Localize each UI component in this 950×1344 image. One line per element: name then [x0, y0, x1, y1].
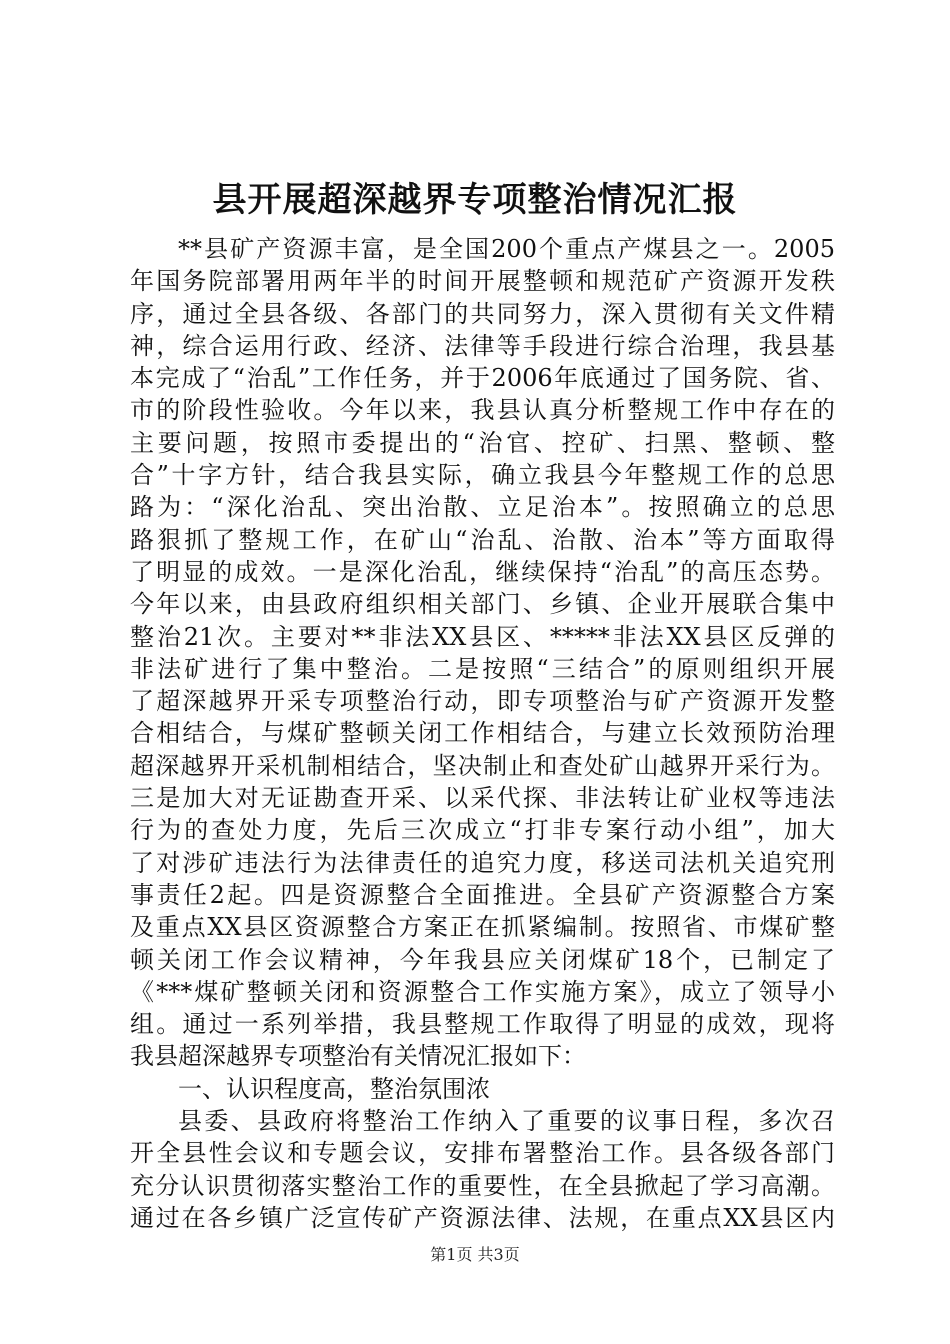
text-line: 充分认识贯彻落实整治工作的重要性，在全县掀起了学习高潮。	[130, 1171, 835, 1200]
page-number-footer: 第1页 共3页	[430, 1245, 520, 1264]
text-line: 年国务院部署用两年半的时间开展整顿和规范矿产资源开发秩	[130, 267, 835, 296]
text-line: 《***煤矿整顿关闭和资源整合工作实施方案》，成立了领导小	[130, 977, 835, 1006]
section-heading: 一、认识程度高，整治氛围浓	[178, 1074, 490, 1103]
text-line: 了对涉矿违法行为法律责任的追究力度，移送司法机关追究刑	[130, 848, 835, 877]
text-line: 及重点XX县区资源整合方案正在抓紧编制。按照省、市煤矿整	[130, 913, 835, 942]
text-line: 开全县性会议和专题会议，安排布署整治工作。县各级各部门	[130, 1139, 835, 1168]
text-line: 市的阶段性验收。今年以来，我县认真分析整规工作中存在的	[130, 396, 835, 425]
text-line: 合相结合，与煤矿整顿关闭工作相结合，与建立长效预防治理	[130, 719, 835, 748]
text-line: 今年以来，由县政府组织相关部门、乡镇、企业开展联合集中	[130, 590, 835, 619]
text-line: 非法矿进行了集中整治。二是按照“三结合”的原则组织开展	[130, 654, 835, 683]
text-line: 通过在各乡镇广泛宣传矿产资源法律、法规，在重点XX县区内	[130, 1203, 835, 1232]
text-line: 三是加大对无证勘查开采、以采代探、非法转让矿业权等违法	[130, 784, 835, 813]
text-line: 主要问题，按照市委提出的“治官、控矿、扫黑、整顿、整	[130, 428, 835, 457]
document-title: 县开展超深越界专项整治情况汇报	[212, 180, 738, 220]
text-line: 行为的查处力度，先后三次成立“打非专案行动小组”，加大	[130, 816, 835, 845]
text-line: 神，综合运用行政、经济、法律等手段进行综合治理，我县基	[130, 331, 835, 360]
text-line: 整治21次。主要对**非法XX县区、*****非法XX县区反弹的	[130, 622, 835, 651]
text-line: 路为：“深化治乱、突出治散、立足治本”。按照确立的总思	[130, 493, 835, 522]
text-line: 我县超深越界专项整治有关情况汇报如下：	[130, 1042, 586, 1071]
text-line: 事责任2起。四是资源整合全面推进。全县矿产资源整合方案	[130, 880, 835, 909]
text-line: 县委、县政府将整治工作纳入了重要的议事日程，多次召	[178, 1107, 835, 1136]
text-line: 顿关闭工作会议精神，今年我县应关闭煤矿18个，已制定了	[130, 945, 835, 974]
text-line: **县矿产资源丰富，是全国200个重点产煤县之一。2005	[178, 235, 835, 263]
text-line: 超深越界开采机制相结合，坚决制止和查处矿山越界开采行为。	[130, 751, 835, 780]
text-line: 合”十字方针，结合我县实际，确立我县今年整规工作的总思	[130, 461, 835, 490]
text-line: 了超深越界开采专项整治行动，即专项整治与矿产资源开发整	[130, 687, 835, 716]
text-line: 路狠抓了整规工作，在矿山“治乱、治散、治本”等方面取得	[130, 525, 835, 554]
text-line: 组。通过一系列举措，我县整规工作取得了明显的成效，现将	[130, 1010, 835, 1039]
text-line: 本完成了“治乱”工作任务，并于2006年底通过了国务院、省、	[130, 364, 835, 393]
text-line: 序，通过全县各级、各部门的共同努力，深入贯彻有关文件精	[130, 299, 835, 328]
document-body	[130, 233, 835, 1234]
text-line: 了明显的成效。一是深化治乱，继续保持“治乱”的高压态势。	[130, 557, 835, 586]
